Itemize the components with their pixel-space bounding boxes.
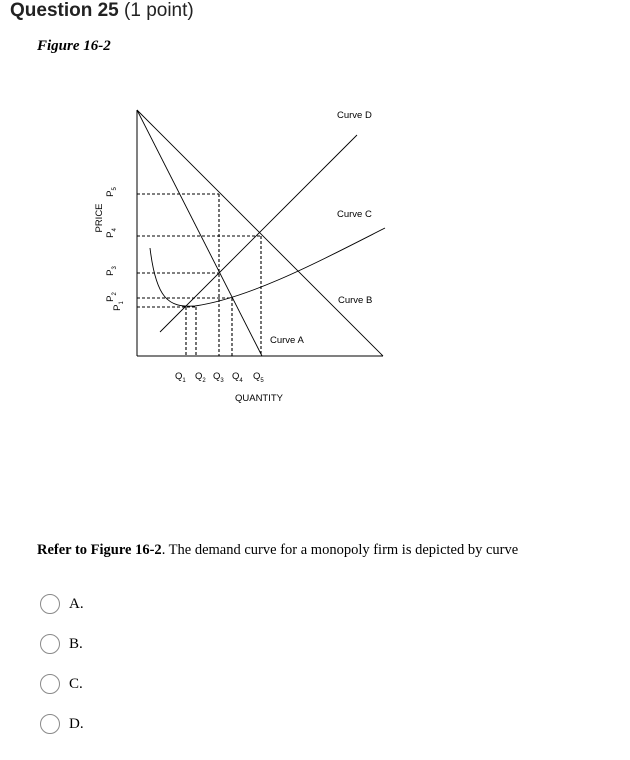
question-prompt bbox=[37, 542, 518, 559]
price-label-p1: $P_1$ bbox=[112, 301, 125, 311]
prompt-text: . The demand curve for a monopoly firm is depicted by curve bbox=[161, 542, 519, 558]
price-label-p5: $P_5$ bbox=[105, 187, 118, 197]
option-b[interactable] bbox=[40, 634, 83, 654]
curve-a-label: Curve A bbox=[270, 335, 304, 346]
price-labels bbox=[105, 187, 125, 311]
option-d[interactable] bbox=[40, 714, 84, 734]
quantity-label-q3: $Q_3$ bbox=[213, 371, 224, 384]
figure-title: Figure 16-2 bbox=[37, 38, 111, 54]
figure-reference: Refer to Figure 16-2 bbox=[37, 542, 162, 558]
curve-c-label: Curve C bbox=[337, 209, 372, 220]
option-c[interactable] bbox=[40, 674, 83, 694]
option-a[interactable] bbox=[40, 594, 84, 614]
quantity-label-q2: $Q_2$ bbox=[195, 371, 206, 384]
quantity-labels bbox=[175, 371, 264, 384]
radio-button-d[interactable] bbox=[40, 714, 60, 734]
quantity-label-q1: $Q_1$ bbox=[175, 371, 186, 384]
curve-b-label: Curve B bbox=[338, 295, 373, 306]
option-a-label: A. bbox=[69, 595, 84, 612]
x-axis-label: QUANTITY bbox=[234, 393, 284, 404]
price-label-p4: $P_4$ bbox=[105, 228, 118, 238]
option-b-label: B. bbox=[69, 635, 83, 652]
quantity-label-q5: $Q_5$ bbox=[253, 371, 264, 384]
radio-button-a[interactable] bbox=[40, 594, 60, 614]
curve-c-line bbox=[160, 135, 357, 332]
curve-d-label: Curve D bbox=[337, 110, 372, 121]
price-label-p2: $P_2$ bbox=[105, 292, 118, 302]
y-axis-label: PRICE bbox=[94, 203, 105, 233]
option-d-label: D. bbox=[69, 715, 84, 732]
quantity-label-q4: $Q_4$ bbox=[232, 371, 243, 384]
curve-d-line bbox=[137, 110, 383, 356]
radio-button-c[interactable] bbox=[40, 674, 60, 694]
radio-button-b[interactable] bbox=[40, 634, 60, 654]
option-c-label: C. bbox=[69, 675, 83, 692]
curve-a-line bbox=[137, 110, 262, 356]
question-points: (1 point) bbox=[124, 0, 194, 21]
price-label-p3: $P_3$ bbox=[105, 266, 118, 276]
question-number: Question 25 bbox=[10, 0, 119, 21]
